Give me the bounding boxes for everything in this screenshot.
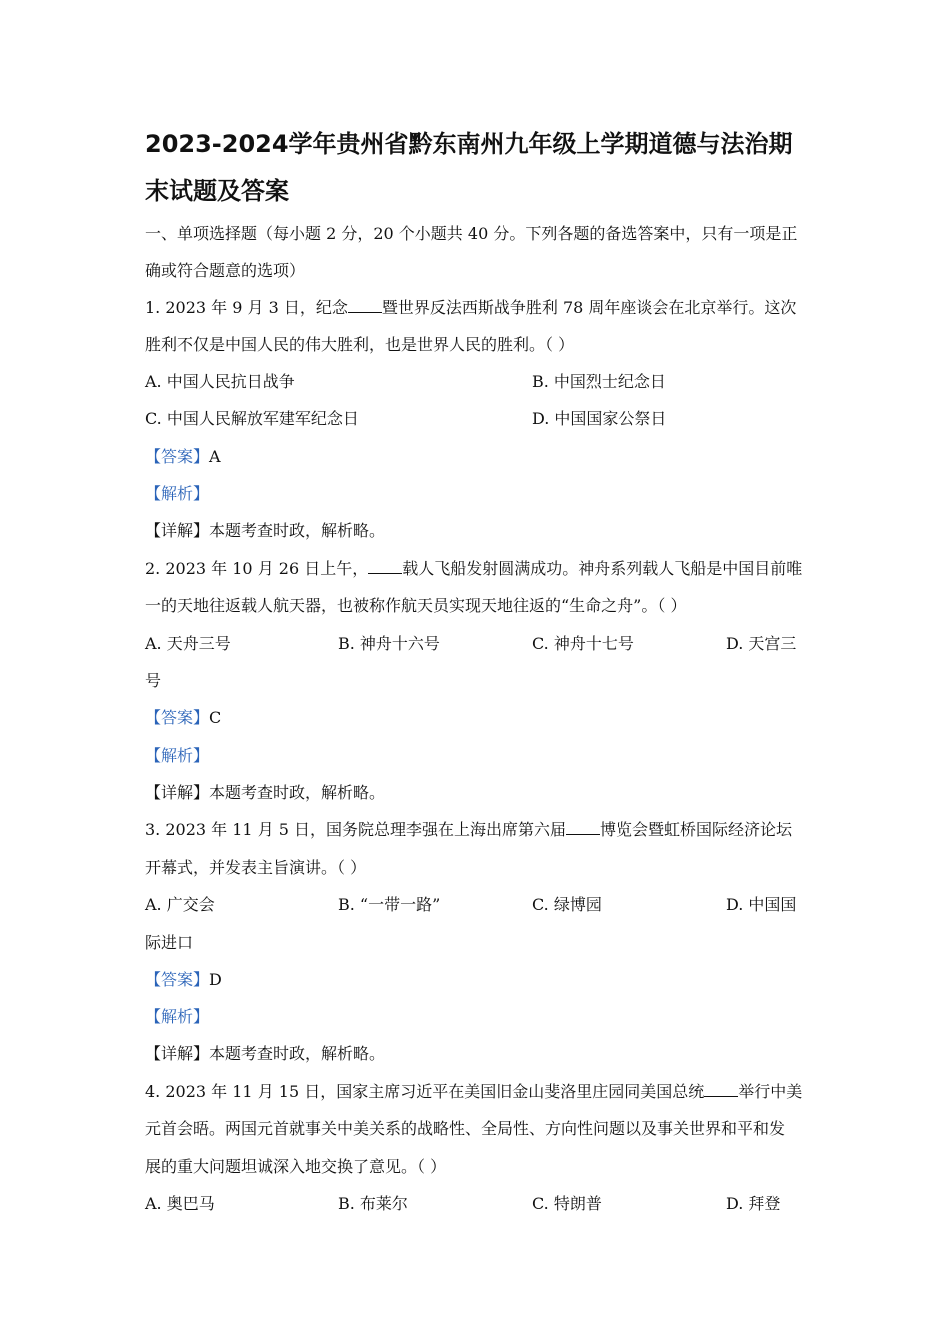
- answer-blank: [348, 298, 382, 313]
- question-2-detail: 【详解】本题考查时政，解析略。: [145, 783, 386, 802]
- answer-tag: 【答案】: [145, 708, 210, 727]
- question-1-option-a: A. 中国人民抗日战争: [145, 372, 295, 391]
- question-3-option-c: C. 绿博园: [532, 895, 602, 914]
- answer-blank: [704, 1082, 738, 1097]
- question-2-option-c: C. 神舟十七号: [532, 634, 634, 653]
- section-instructions-line-1: 一、单项选择题（每小题 2 分，20 个小题共 40 分。下列各题的备选答案中，只有一项是正: [145, 224, 798, 243]
- question-3-detail: 【详解】本题考查时政，解析略。: [145, 1044, 386, 1063]
- document-title-line-2: 末试题及答案: [145, 177, 289, 205]
- question-4-option-c: C. 特朗普: [532, 1194, 602, 1213]
- question-4-option-d: D. 拜登: [726, 1194, 781, 1213]
- answer-tag: 【答案】: [145, 970, 210, 989]
- question-2-option-a: A. 天舟三号: [145, 634, 231, 653]
- question-4-option-a: A. 奥巴马: [145, 1194, 215, 1213]
- question-1-stem-line-2: 胜利不仅是中国人民的伟大胜利，也是世界人民的胜利。（ ）: [145, 335, 575, 354]
- document-title-line-1: 2023-2024学年贵州省黔东南州九年级上学期道德与法治期: [145, 130, 793, 158]
- question-2-stem: 2. 2023 年 10 月 26 日上午， 载人飞船发射圆满成功。神舟系列载人飞船是中国目前唯: [145, 559, 803, 578]
- answer-value: D: [209, 970, 222, 989]
- question-1-analysis-tag: 【解析】: [145, 484, 210, 503]
- question-3-analysis-tag: 【解析】: [145, 1007, 210, 1026]
- question-4-stem: 4. 2023 年 11 月 15 日，国家主席习近平在美国旧金山斐洛里庄园同美国总统 举行中美: [145, 1082, 803, 1101]
- section-instructions-line-2: 确或符合题意的选项）: [145, 261, 306, 280]
- question-4-option-b: B. 布莱尔: [338, 1194, 408, 1213]
- answer-value: A: [209, 447, 221, 466]
- question-3-stem-line-2: 开幕式，并发表主旨演讲。（ ）: [145, 858, 367, 877]
- question-2-analysis-tag: 【解析】: [145, 746, 210, 765]
- question-1-answer: [145, 445, 815, 469]
- question-1-option-b: B. 中国烈士纪念日: [532, 372, 666, 391]
- question-3-answer: [145, 968, 815, 992]
- question-2-stem-line-2: 一的天地往返载人航天器，也被称作航天员实现天地往返的“生命之舟”。（ ）: [145, 596, 687, 615]
- question-2-option-wrap: 号: [145, 671, 162, 690]
- question-4-stem-line-2: 元首会晤。两国元首就事关中美关系的战略性、全局性、方向性问题以及事关世界和平和发: [145, 1119, 786, 1138]
- answer-blank: [566, 820, 600, 835]
- question-2-option-b: B. 神舟十六号: [338, 634, 440, 653]
- answer-blank: [368, 559, 402, 574]
- answer-tag: 【答案】: [145, 447, 210, 466]
- question-3-option-a: A. 广交会: [145, 895, 215, 914]
- question-1-detail: 【详解】本题考查时政，解析略。: [145, 521, 386, 540]
- question-4-stem-line-3: 展的重大问题坦诚深入地交换了意见。（ ）: [145, 1157, 447, 1176]
- question-2-answer: [145, 706, 815, 730]
- question-3-option-wrap: 际进口: [145, 933, 194, 952]
- question-2-option-d: D. 天宫三: [726, 634, 797, 653]
- question-1-stem: 1. 2023 年 9 月 3 日，纪念 暨世界反法西斯战争胜利 78 周年座谈会在北京举行。这次: [145, 298, 797, 317]
- question-3-option-b: B. “一带一路”: [338, 895, 441, 914]
- answer-value: C: [209, 708, 222, 727]
- question-3-option-d: D. 中国国: [726, 895, 797, 914]
- question-3-stem: 3. 2023 年 11 月 5 日，国务院总理李强在上海出席第六届 博览会暨虹桥国际经济论坛: [145, 820, 793, 839]
- question-1-option-d: D. 中国国家公祭日: [532, 409, 667, 428]
- question-1-option-c: C. 中国人民解放军建军纪念日: [145, 409, 359, 428]
